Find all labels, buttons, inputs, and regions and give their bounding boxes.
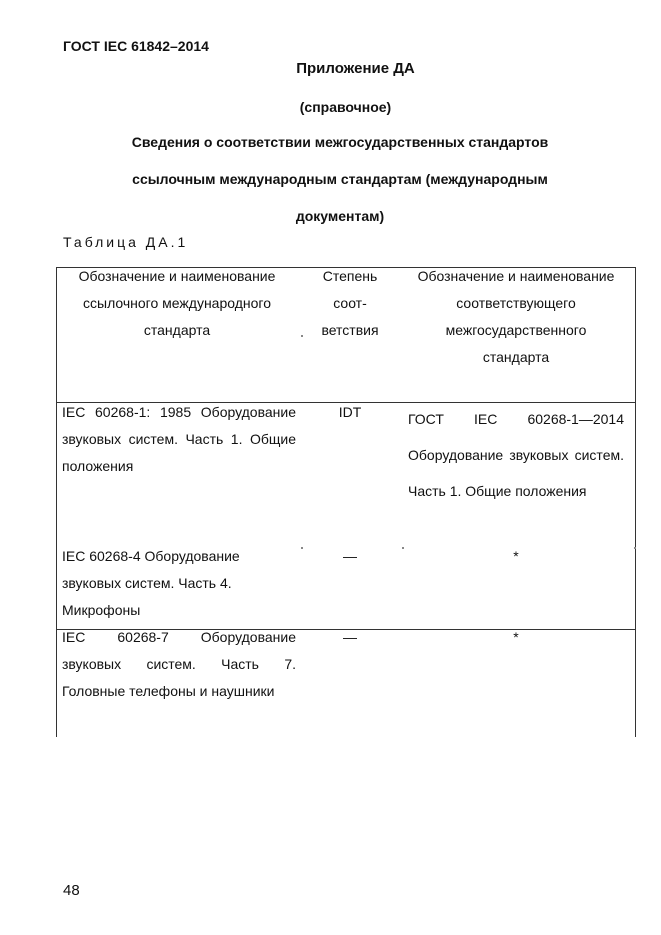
section-heading [90,124,590,235]
page-number: 48 [63,882,80,899]
header-degree: Степень соот-ветствия [321,268,379,338]
row2-interstate: * [513,548,519,564]
column-mark [402,547,404,549]
row3-interstate: * [513,629,519,645]
heading-line: документам) [295,208,385,224]
row3-ref: IEC 60268-7 Оборудование звуковых систем. Часть 7. Головные телефоны и наушники [62,629,296,699]
row2-ref: IEC 60268-4 Оборудование звуковых систем. Часть 4. Микрофоны [62,548,240,618]
row1-interstate: ГОСТ IEC 60268-1—2014 Оборудование звуковых систем. Часть 1. Общие положения [408,411,624,499]
table-border-left [56,267,57,737]
column-mark [301,547,303,549]
row1-degree: IDT [338,404,362,420]
column-mark [301,335,303,337]
correspondence-table [56,267,636,737]
row3-degree: — [343,629,357,645]
heading-line: ссылочным международным стандартам (международным [132,171,548,187]
reference-note: (справочное) [299,99,392,115]
appendix-title: Приложение ДА [296,60,415,77]
heading-line: Сведения о соответствии межгосударственных стандартов [131,134,549,150]
header-interstate-standard: Обозначение и наименование соответствующего межгосударственного стандарта [417,268,615,365]
table-border-right [635,267,636,737]
row1-ref: IEC 60268-1: 1985 Оборудование звуковых систем. Часть 1. Общие положения [62,404,296,474]
table-caption: Таблица ДА.1 [63,234,189,250]
column-mark [634,547,636,549]
header-ref-standard: Обозначение и наименование ссылочного международного стандарта [78,268,276,338]
document-code: ГОСТ IEC 61842–2014 [63,38,209,54]
row2-degree: — [343,548,357,564]
